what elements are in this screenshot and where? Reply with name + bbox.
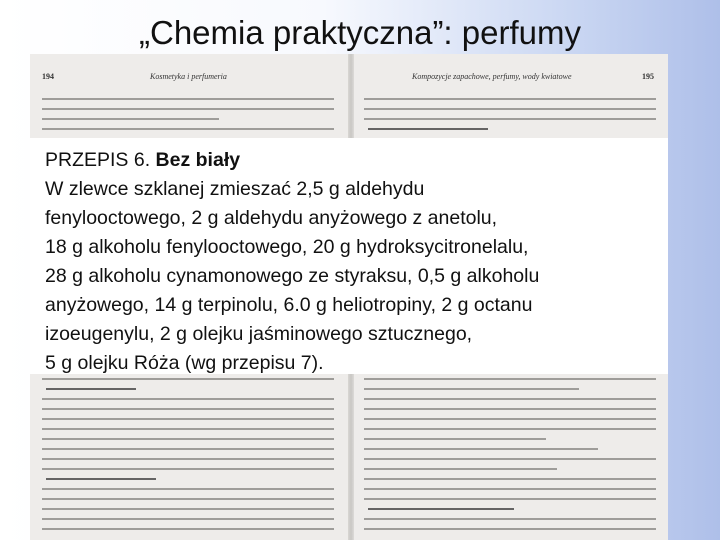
recipe-line: W zlewce szklanej zmieszać 2,5 g aldehydu <box>45 178 425 200</box>
scan-text-line <box>364 408 656 410</box>
scan-text-line <box>42 408 334 410</box>
right-page-number: 195 <box>642 72 654 81</box>
slide-title: „Chemia praktyczna”: perfumy <box>139 14 581 51</box>
scan-text-line <box>42 418 334 420</box>
scan-text-line <box>42 428 334 430</box>
scan-text-line <box>42 468 334 470</box>
recipe-heading <box>45 146 665 175</box>
left-running-head: Kosmetyka i perfumeria <box>150 72 227 81</box>
scan-text-line <box>364 518 656 520</box>
scan-subheading-stroke <box>46 478 156 480</box>
scan-text-line <box>42 488 334 490</box>
scan-text-line <box>42 398 334 400</box>
scan-text-line <box>42 438 334 440</box>
scan-text-line <box>42 518 334 520</box>
scan-text-line <box>364 108 656 110</box>
scan-text-line <box>42 448 334 450</box>
recipe-line: izoeugenylu, 2 g olejku jaśminowego sztucznego, <box>45 323 473 345</box>
scan-text-line <box>364 398 656 400</box>
recipe-line: 28 g alkoholu cynamonowego ze styraksu, 0,5 g alkoholu <box>45 265 540 287</box>
scan-text-line <box>42 118 219 120</box>
scan-text-line <box>42 458 334 460</box>
scan-text-line <box>364 378 656 380</box>
scan-text-line <box>42 498 334 500</box>
recipe-line: 18 g alkoholu fenylooctowego, 20 g hydroksycitronelalu, <box>45 236 529 258</box>
scan-text-line <box>42 508 334 510</box>
recipe-line: fenylooctowego, 2 g aldehydu anyżowego z anetolu, <box>45 207 498 229</box>
scan-text-line <box>42 378 334 380</box>
scan-text-line <box>364 388 579 390</box>
scan-text-line <box>364 478 656 480</box>
scan-subheading-stroke <box>368 508 514 510</box>
scan-text-line <box>364 418 656 420</box>
scan-text-line <box>42 128 334 130</box>
scan-text-line <box>364 498 656 500</box>
scan-text-line <box>364 468 557 470</box>
scan-text-line <box>364 528 656 530</box>
right-running-head: Kompozycje zapachowe, perfumy, wody kwiatowe <box>412 72 572 81</box>
recipe-text <box>45 146 665 378</box>
scan-text-line <box>364 98 656 100</box>
scan-text-line <box>364 118 656 120</box>
recipe-heading-name: Bez biały <box>155 149 241 171</box>
scan-text-line <box>42 108 334 110</box>
scan-text-line <box>364 428 656 430</box>
scan-text-line <box>364 458 656 460</box>
recipe-line: 5 g olejku Róża (wg przepisu 7). <box>45 352 324 374</box>
scan-text-line <box>364 438 546 440</box>
scan-text-line <box>42 528 334 530</box>
scan-text-line <box>364 448 598 450</box>
scan-text-line <box>364 488 656 490</box>
left-page-number: 194 <box>42 72 54 81</box>
scan-subheading-stroke <box>368 128 488 130</box>
recipe-heading-prefix: PRZEPIS 6. <box>45 149 151 171</box>
recipe-line: anyżowego, 14 g terpinolu, 6.0 g heliotropiny, 2 g octanu <box>45 294 533 316</box>
scan-subheading-stroke <box>46 388 136 390</box>
scan-text-line <box>42 98 334 100</box>
